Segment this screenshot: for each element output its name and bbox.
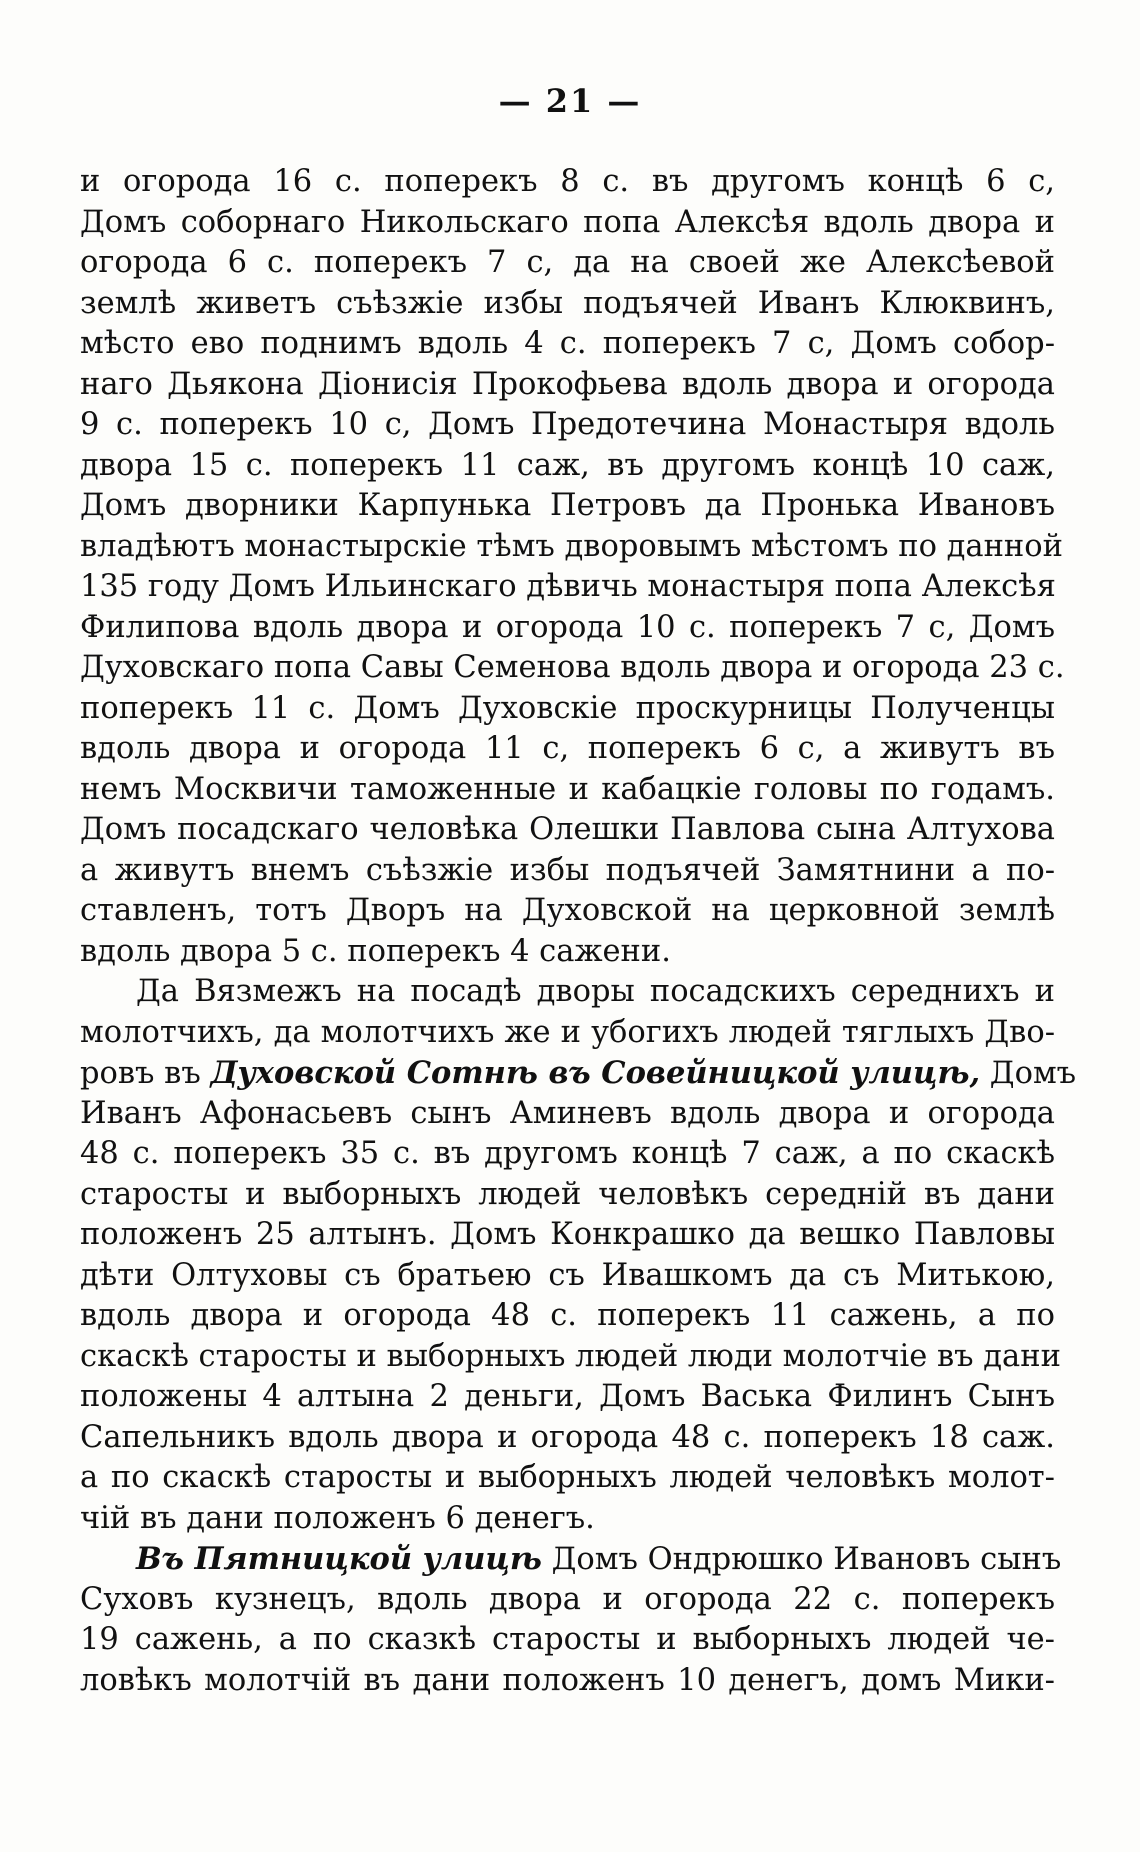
text-line: землѣ живетъ съѣзжіе избы подъячей Иванъ Клюквинъ, [80, 285, 1055, 321]
text-line: вдоль двора 5 с. поперекъ 4 сажени. [80, 933, 671, 969]
text-line: Да Вязмежъ на посадѣ дворы посадскихъ середнихъ и [136, 974, 1055, 1009]
text-line-with-street [80, 1053, 1077, 1094]
text-line: дѣти Олтуховы съ братьею съ Ивашкомъ да съ Митькою, [80, 1257, 1055, 1293]
text-segment: Домъ Ондрюшко Ивановъ сынъ [541, 1542, 1062, 1577]
street-name: Духовской Сотнѣ въ Совейницкой улицѣ, [210, 1055, 981, 1091]
text-line: мѣсто ево поднимъ вдоль 4 с. поперекъ 7 с, Домъ собор- [80, 326, 1055, 361]
text-line: молотчихъ, да молотчихъ же и убогихъ людей тяглыхъ Дво- [80, 1014, 1055, 1050]
text-line: наго Дьякона Діонисія Прокофьева вдоль двора и огорода [80, 366, 1055, 402]
paragraph-1 [80, 162, 1065, 972]
text-line: старосты и выборныхъ людей человѣкъ середній въ дани [80, 1176, 1055, 1212]
text-line: положены 4 алтына 2 деньги, Домъ Васька Филинъ Сынъ [80, 1379, 1055, 1414]
text-line-with-street [80, 1539, 1062, 1580]
text-line: 19 сажень, а по сказкѣ старосты и выборныхъ людей че- [80, 1622, 1055, 1657]
text-line: Иванъ Афонасьевъ сынъ Аминевъ вдоль двора и огорода [80, 1095, 1055, 1131]
text-line: Домъ посадскаго человѣка Олешки Павлова сына Алтухова [80, 812, 1055, 847]
text-line: двора 15 с. поперекъ 11 саж, въ другомъ концѣ 10 саж, [80, 447, 1055, 483]
text-line: Суховъ кузнецъ, вдоль двора и огорода 22 с. поперекъ [80, 1581, 1055, 1617]
text-line: чій въ дани положенъ 6 денегъ. [80, 1500, 595, 1536]
text-line: ставленъ, тотъ Дворъ на Духовской на церковной землѣ [80, 893, 1055, 928]
text-line: немъ Москвичи таможенные и кабацкіе головы по годамъ. [80, 771, 1055, 807]
text-line: 135 году Домъ Ильинскаго дѣвичь монастыря попа Алексѣя [80, 569, 1056, 604]
text-line: Сапельникъ вдоль двора и огорода 48 с. поперекъ 18 саж. [80, 1419, 1055, 1455]
text-line: огорода 6 с. поперекъ 7 с, да на своей же Алексѣевой [80, 245, 1055, 280]
text-line: Домъ соборнаго Никольскаго попа Алексѣя вдоль двора и [80, 204, 1055, 240]
text-line: Домъ дворники Карпунька Петровъ да Пронька Ивановъ [80, 488, 1055, 523]
text-line: поперекъ 11 с. Домъ Духовскіе проскурницы Полученцы [80, 690, 1055, 726]
text-line: владѣютъ монастырскіе тѣмъ дворовымъ мѣстомъ по данной [80, 528, 1063, 564]
text-segment: ровъ въ [80, 1056, 211, 1091]
text-line: 48 с. поперекъ 35 с. въ другомъ концѣ 7 саж, а по скаскѣ [80, 1136, 1055, 1171]
text-line: ловѣкъ молотчій въ дани положенъ 10 денегъ, домъ Мики- [80, 1662, 1055, 1698]
text-segment: Домъ [980, 1056, 1077, 1091]
paragraph-3 [80, 1539, 1062, 1701]
text-line: Филипова вдоль двора и огорода 10 с. поперекъ 7 с, Домъ [80, 609, 1055, 645]
text-line: вдоль двора и огорода 48 с. поперекъ 11 сажень, а по [80, 1298, 1055, 1333]
street-name: Въ Пятницкой улицѣ [136, 1541, 542, 1577]
paragraph-2 [80, 972, 1077, 1539]
text-line: а по скаскѣ старосты и выборныхъ людей человѣкъ молот- [80, 1460, 1055, 1495]
text-line: Духовскаго попа Савы Семенова вдоль двора и огорода 23 с. [80, 650, 1065, 685]
text-line: скаскѣ старосты и выборныхъ людей люди молотчіе въ дани [80, 1338, 1061, 1374]
page-text [80, 162, 1077, 1701]
text-line: вдоль двора и огорода 11 с, поперекъ 6 с, а живутъ въ [80, 731, 1055, 766]
page-number: — 21 — [498, 82, 642, 120]
text-line: положенъ 25 алтынъ. Домъ Конкрашко да вешко Павловы [80, 1217, 1055, 1252]
text-line: и огорода 16 с. поперекъ 8 с. въ другомъ концѣ 6 с, [80, 164, 1055, 199]
text-line: 9 с. поперекъ 10 с, Домъ Предотечина Монастыря вдоль [80, 407, 1055, 442]
text-line: а живутъ внемъ съѣзжіе избы подъячей Замятнини а по- [80, 852, 1055, 888]
